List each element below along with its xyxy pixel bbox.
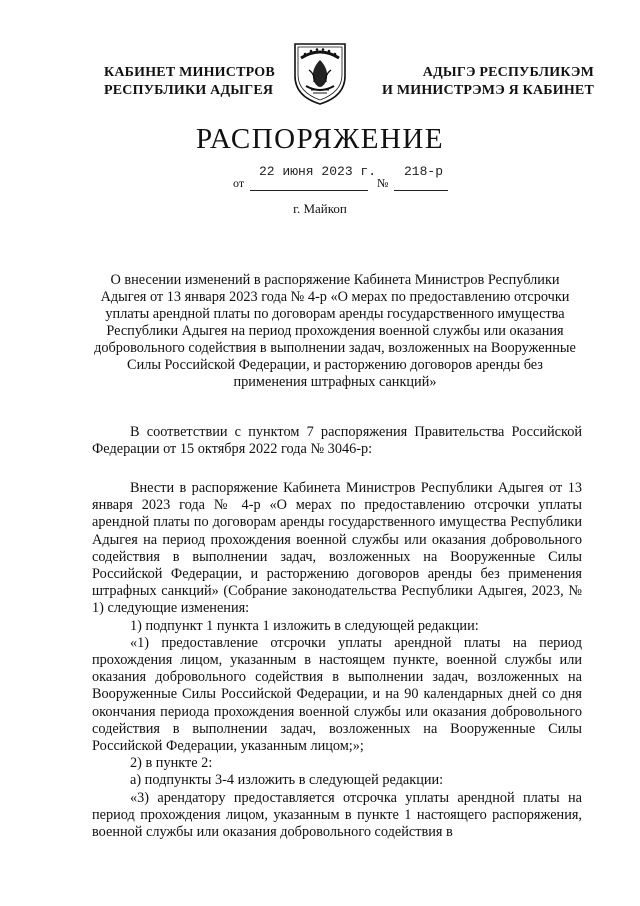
date-underline (250, 190, 368, 191)
number-prefix: № (377, 176, 389, 190)
preamble-block (92, 424, 582, 458)
body-block (92, 480, 582, 841)
coat-of-arms-icon (291, 40, 349, 106)
document-title: О внесении изменений в распоряжение Кабинета Министров Республики Адыгея от 13 января 2023 года № 4-р «О мерах по предоставлению отсрочки уплаты арендной платы по договорам аренды государственного имущества Республики Адыгея на период прохождения военной службы или оказания добровольного содействия в выполнении задач, возложенных на Вооруженные Силы Российской Федерации, и расторжению договоров аренды без применения штрафных санкций» (94, 272, 576, 390)
document-date: 22 июня 2023 г. (259, 164, 377, 179)
body-paragraph: Внести в распоряжение Кабинета Министров Республики Адыгея от 13 января 2023 года № 4-р «О мерах по предоставлению отсрочки уплаты арендной платы по договорам аренды государственного имущества Республики Адыгея на период прохождения военной службы или оказания добровольного содействия в выполнении задач, возложенных на Вооруженные Силы Российской Федерации, и расторжению договоров аренды без применения штрафных санкций» (Собрание законодательства Республики Адыгея, 2023, № 1) следующие изменения: (92, 480, 582, 617)
date-number-line (0, 164, 640, 194)
body-paragraph: а) подпункты 3-4 изложить в следующей редакции: (130, 772, 444, 789)
org-name-russian (104, 64, 284, 100)
org-left-line-2: РЕСПУБЛИКИ АДЫГЕЯ (104, 83, 274, 98)
document-header (0, 0, 640, 110)
city: г. Майкоп (293, 201, 347, 216)
date-prefix: от (233, 176, 245, 190)
body-paragraph: «1) предоставление отсрочки уплаты арендной платы на период прохождения лицом, указанным в настоящем пункте, военной службы или оказания добровольного содействия в выполнении задач, возложенных на Вооруженные Силы Российской Федерации, и на 90 календарных дней со дня окончания периода прохождения военной службы или оказания добровольного содействия в выполнении задач, возложенных на Вооруженные Силы Российской Федерации, указанным лицом;»; (92, 634, 582, 755)
document-number: 218-р (404, 164, 444, 179)
body-paragraph: 1) подпункт 1 пункта 1 изложить в следующей редакции: (130, 617, 479, 634)
org-right-line-1: АДЫГЭ РЕСПУБЛИКЭМ (422, 65, 594, 80)
document-type: РАСПОРЯЖЕНИЕ (195, 123, 445, 155)
org-right-line-2: И МИНИСТРЭМЭ Я КАБИНЕТ (382, 83, 594, 98)
body-paragraph: «3) арендатору предоставляется отсрочка уплаты арендной платы на период прохождения лицом, указанным в пункте 1 настоящего распоряжения, военной службы или оказания добровольного содействия в (92, 789, 582, 841)
number-underline (394, 190, 448, 191)
org-left-line-1: КАБИНЕТ МИНИСТРОВ (104, 65, 275, 80)
preamble-paragraph: В соответствии с пунктом 7 распоряжения Правительства Российской Федерации от 15 октября 2022 года № 3046-р: (92, 424, 582, 458)
org-name-adyghe (374, 64, 594, 100)
body-paragraph: 2) в пункте 2: (130, 755, 213, 772)
